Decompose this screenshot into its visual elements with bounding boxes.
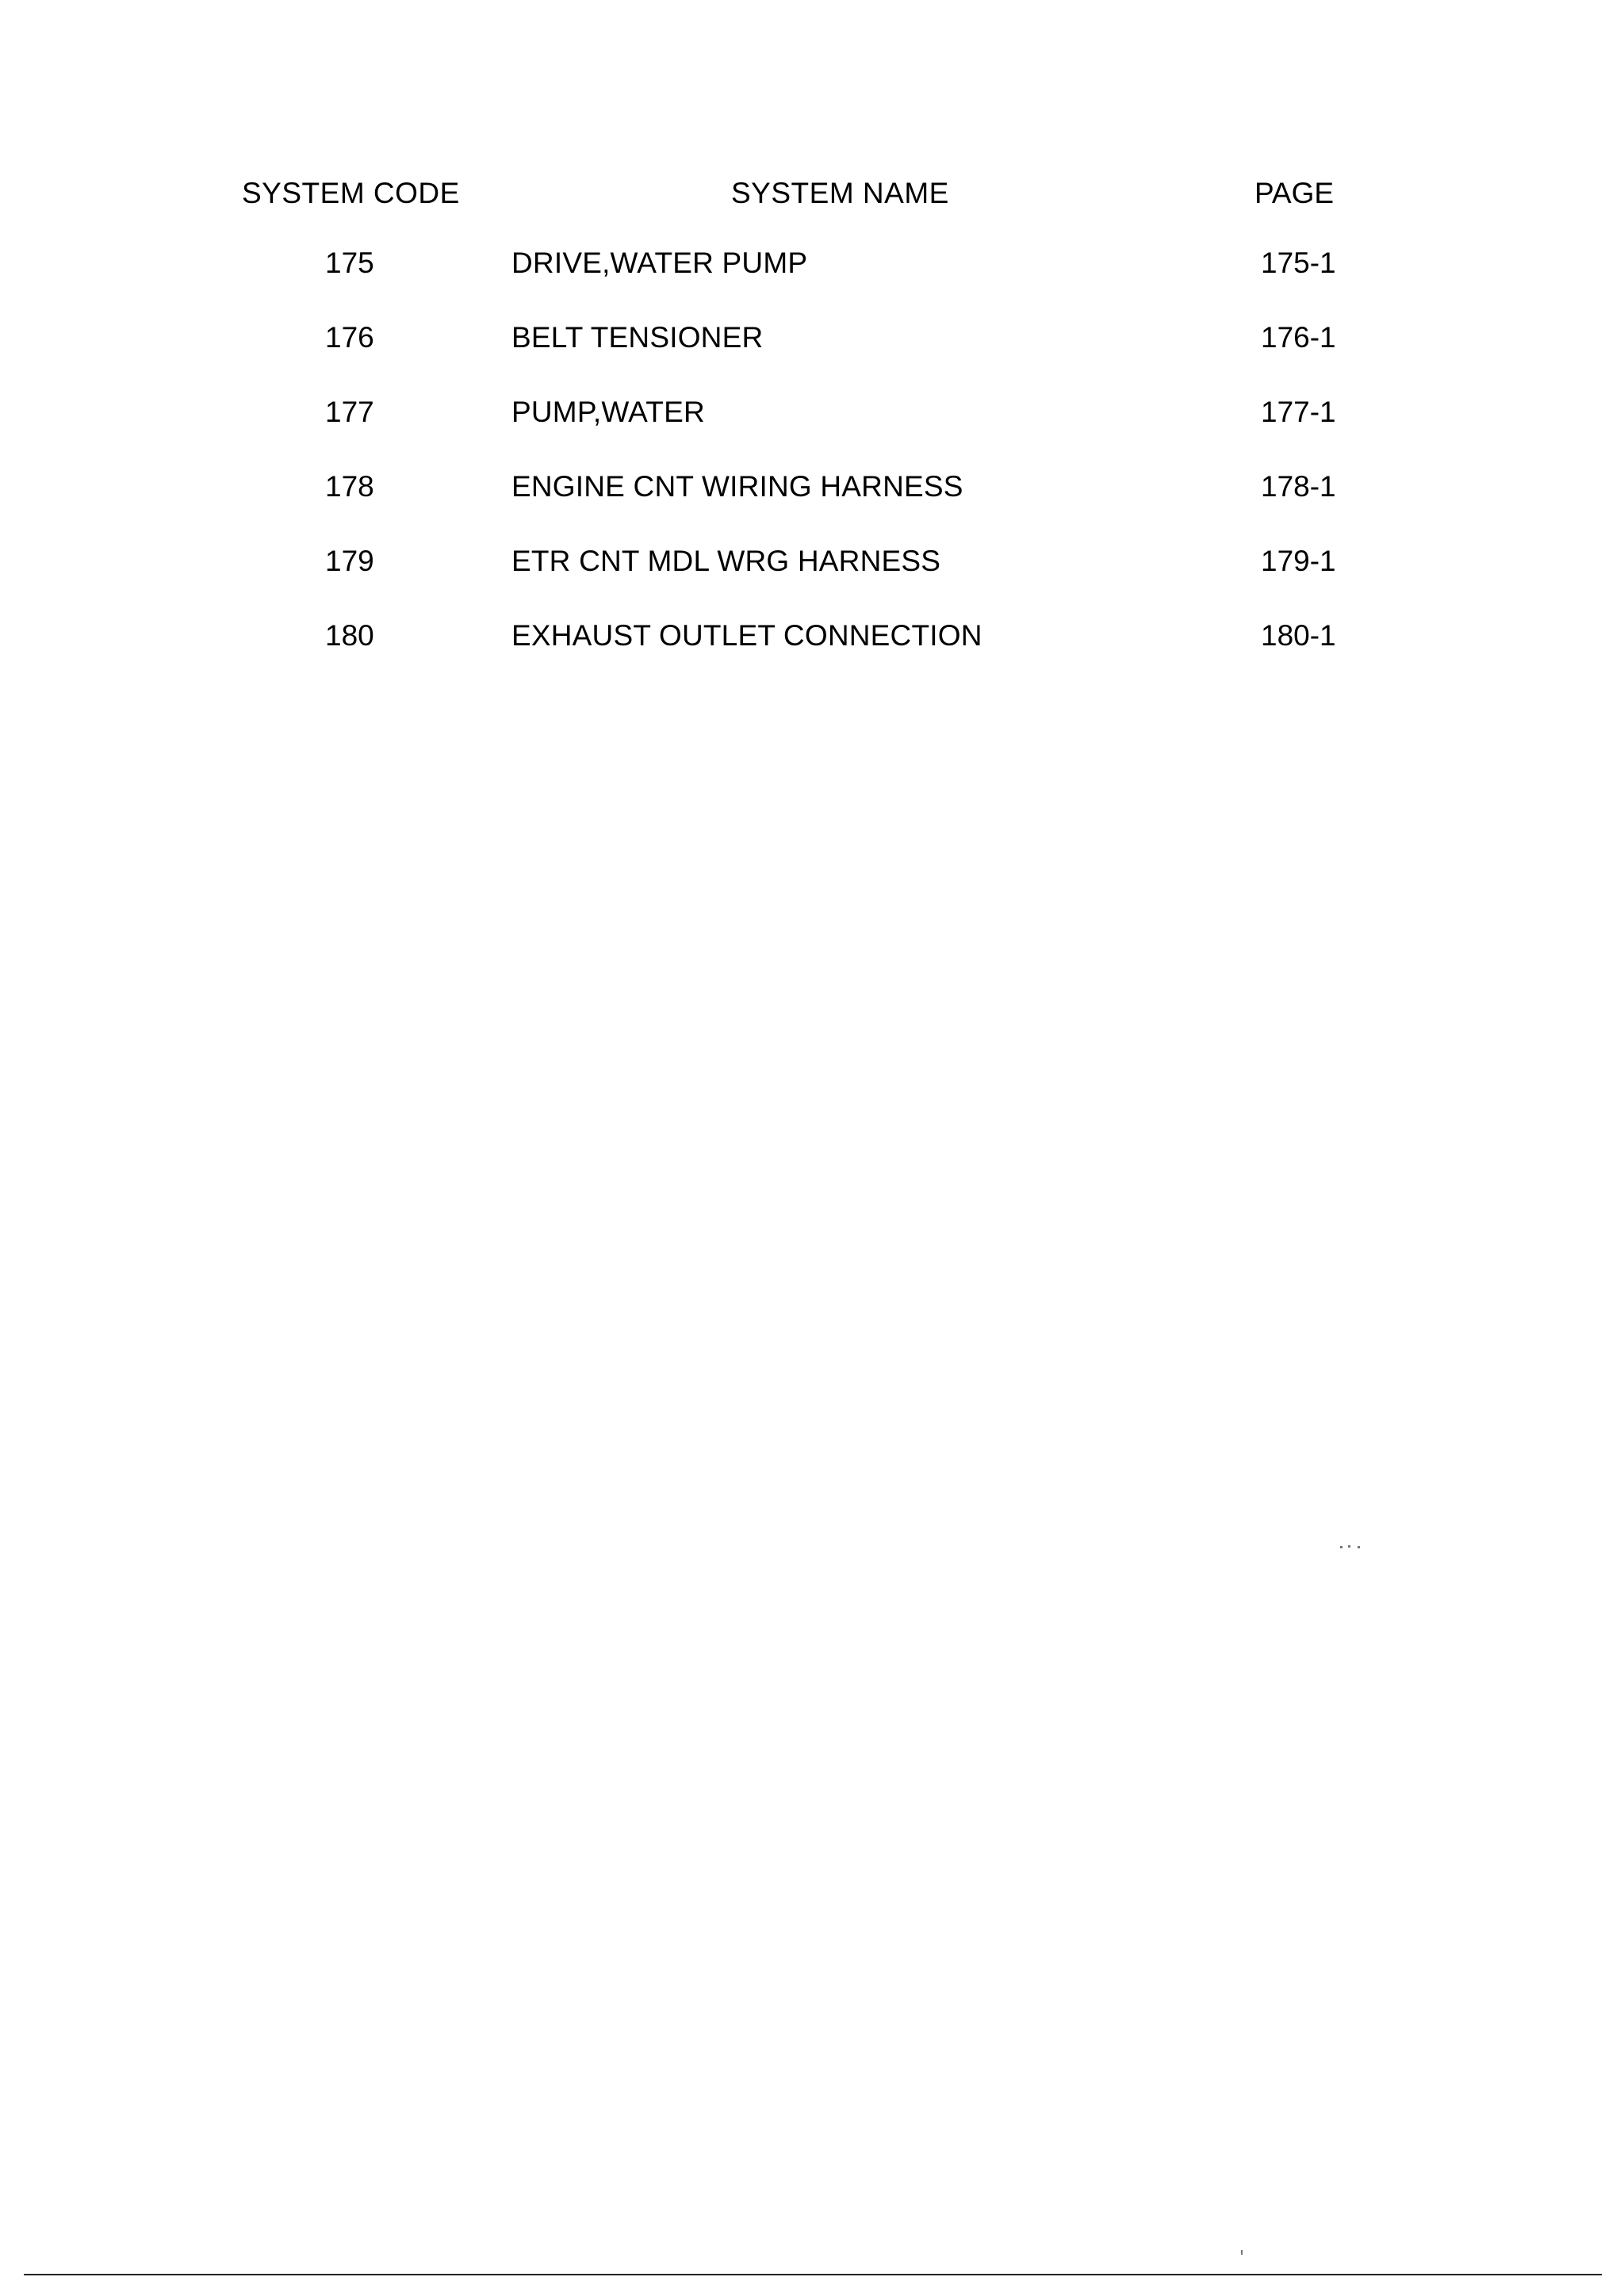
table-row <box>238 545 1348 619</box>
bottom-divider-line <box>24 2274 1602 2275</box>
header-page: PAGE <box>1254 177 1335 209</box>
page-ref: 178-1 <box>1261 470 1336 503</box>
table-row <box>238 619 1348 694</box>
system-name: ETR CNT MDL WRG HARNESS <box>511 545 941 577</box>
system-index-table <box>238 170 1348 694</box>
page-ref: 176-1 <box>1261 321 1336 354</box>
system-code: 177 <box>325 396 374 428</box>
system-code: 176 <box>325 321 374 354</box>
scan-speck <box>1241 2250 1243 2255</box>
page-ref: 175-1 <box>1261 247 1336 279</box>
system-code: 179 <box>325 545 374 577</box>
system-code: 178 <box>325 470 374 503</box>
system-name: PUMP,WATER <box>511 396 705 428</box>
system-code: 175 <box>325 247 374 279</box>
scan-speck <box>1348 1545 1350 1548</box>
system-code: 180 <box>325 619 374 652</box>
system-name: BELT TENSIONER <box>511 321 764 354</box>
page-ref: 177-1 <box>1261 396 1336 428</box>
header-system-name: SYSTEM NAME <box>731 177 949 209</box>
scan-speck <box>1358 1546 1360 1548</box>
page-ref: 179-1 <box>1261 545 1336 577</box>
system-name: EXHAUST OUTLET CONNECTION <box>511 619 982 652</box>
table-row <box>238 321 1348 396</box>
system-name: DRIVE,WATER PUMP <box>511 247 808 279</box>
table-header-row <box>238 170 1348 247</box>
page-ref: 180-1 <box>1261 619 1336 652</box>
table-row <box>238 247 1348 321</box>
system-name: ENGINE CNT WIRING HARNESS <box>511 470 963 503</box>
table-row <box>238 470 1348 545</box>
scan-speck <box>1340 1546 1342 1548</box>
table-row <box>238 396 1348 470</box>
header-system-code: SYSTEM CODE <box>242 177 460 209</box>
